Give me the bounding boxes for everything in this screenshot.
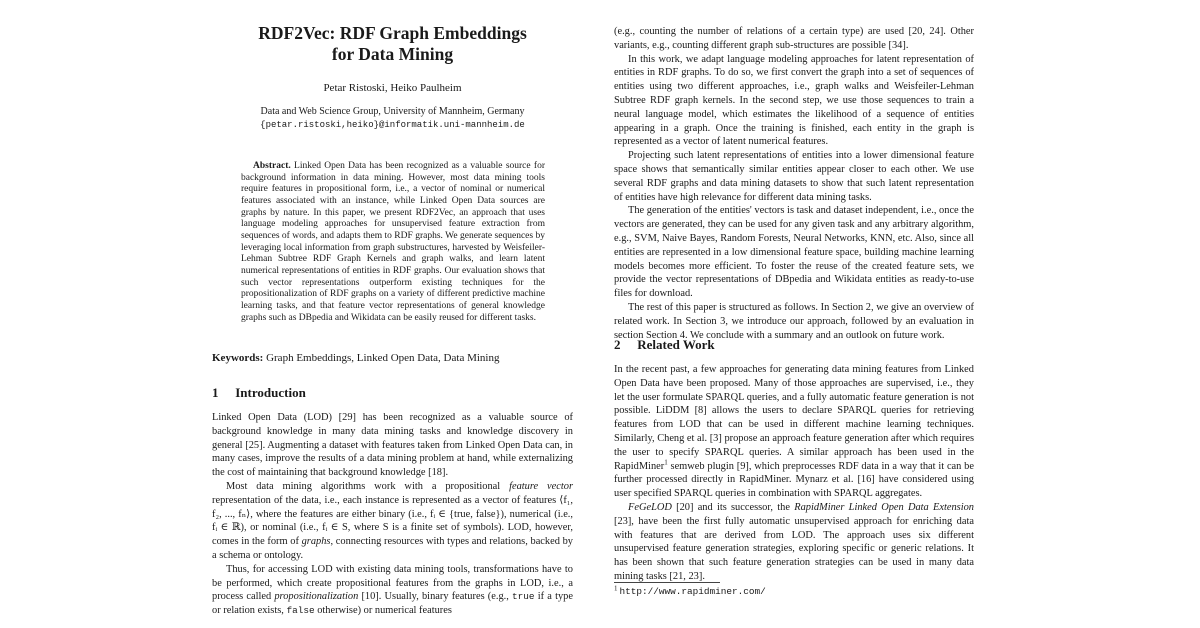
intro-p2-text-c: , connecting resources with types and relations, backed by a schema or ontology. — [212, 536, 573, 561]
intro-paragraph-1: Linked Open Data (LOD) [29] has been recognized as a valuable source of background knowledge in many data mining tasks and knowledge discovery in general [25]. Augmenting a dataset with features taken from Linked Open Data can, in many cases, improve the results of a data mining problem at hand, while externalizing the cost of maintaining that background knowledge [18]. — [212, 412, 573, 479]
related-p2-emphasis-2: RapidMiner Linked Open Data Extension — [794, 501, 974, 513]
right-paragraph-4: The rest of this paper is structured as follows. In Section 2, we give an overview of related work. In Section 3, we introduce our approach, followed by an evaluation in section Section 4. We conclude with a summary and an outlook on future work. — [614, 301, 974, 341]
related-paragraph-2 — [614, 501, 974, 584]
intro-paragraph-2 — [212, 480, 573, 563]
section-2-title: Related Work — [637, 337, 715, 352]
footnote-mark: 1 — [614, 584, 618, 593]
intro-p2-text-b: representation of the data, i.e., each instance is represented as a vector of features ⟨f₁, f₂, ..., fₙ⟩, where the features are either binary (i.e., fᵢ ∈ {true, false}), numerical (i.e., fᵢ ∈ ℝ), or nominal (i.e., fᵢ ∈ S, where S is a finite set of symbols). LOD, however, comes in the form of — [212, 494, 573, 548]
intro-p3-emphasis: propositionalization — [274, 591, 359, 603]
keywords-label: Keywords: — [212, 352, 264, 364]
affiliation: Data and Web Science Group, University of Mannheim, Germany — [260, 106, 525, 117]
intro-p3-text-c: if a type or relation exists, — [212, 591, 573, 617]
intro-p3-text-a: Thus, for accessing LOD with existing data mining tools, transformations have to be performed, which create propositional features from the graphs in LOD, i.e., a process called — [212, 563, 573, 603]
section-2-number: 2 — [614, 337, 621, 352]
section-1-number: 1 — [212, 385, 219, 400]
section-1-heading — [212, 385, 306, 401]
right-intro-continued — [614, 25, 974, 342]
section-2-heading — [614, 337, 715, 353]
related-paragraph-1 — [614, 363, 974, 501]
footnote — [614, 586, 766, 597]
affiliation-block — [212, 106, 573, 131]
related-p2-emphasis-1: FeGeLOD — [628, 501, 672, 513]
footnote-ref-1: 1 — [664, 458, 668, 467]
intro-p2-emphasis-2: graphs — [301, 536, 331, 548]
right-paragraph-0: (e.g., counting the number of relations of a certain type) are used [20, 24]. Other variants, e.g., counting different graph sub-structures are possible [34]. — [614, 26, 974, 51]
abstract-label: Abstract. — [253, 161, 291, 171]
author-emails: {petar.ristoski,heiko}@informatik.uni-mannheim.de — [260, 119, 525, 130]
intro-paragraph-3 — [212, 563, 573, 618]
intro-p3-text-b: [10]. Usually, binary features (e.g., — [358, 591, 513, 603]
section-2-body — [614, 363, 974, 584]
paper-title — [212, 23, 573, 65]
intro-p3-code-true: true — [512, 591, 535, 603]
intro-p3-text-d: otherwise) or numerical features — [314, 605, 452, 617]
right-paragraph-1: In this work, we adapt language modeling approaches for latent representation of entities in RDF graphs. To do so, we first convert the graph into a set of sequences of entities using two different approaches, i.e., graph walks and Weisfeiler-Lehman Subtree RDF graph kernels. In the second step, we use those sequences to train a neural language model, which estimates the likelihood of a sequence of entities appearing in a graph. Once the training is finished, each entity in the graph is represented as a vector of latent numerical features. — [614, 53, 974, 148]
authors: Petar Ristoski, Heiko Paulheim — [323, 82, 462, 94]
right-paragraph-3: The generation of the entities' vectors is task and dataset independent, i.e., once the vectors are generated, they can be used for any given task and any arbitrary algorithm, e.g., SVM, Naive Bayes, Random Forests, Neural Networks, KNN, etc. Also, since all entities are represented in a low dimensional feature space, building machine learning models becomes more efficient. To foster the reuse of the created feature sets, we provide the vector representations of DBpedia and Wikidata entities as ready-to-use files for download. — [614, 205, 974, 300]
abstract — [241, 161, 545, 324]
keywords — [212, 352, 573, 364]
abstract-text: Linked Open Data has been recognized as a valuable source for background information in data mining. However, most data mining tools require features in propositional form, i.e., a vector of nominal or numerical features associated with an instance, while Linked Open Data sources are graphs by nature. In this paper, we present RDF2Vec, an approach that uses language modeling approaches for unsupervised feature extraction from sequences of words, and adapts them to RDF graphs. We generate sequences by leveraging local information from graph substructures, harvested by Weisfeiler-Lehman Subtree RDF Graph Kernels and graph walks, and learn latent numerical representations of entities in RDF graphs. Our evaluation shows that such vector representations outperform existing techniques for the propositionalization of RDF graphs on a variety of different predictive machine learning tasks, and that feature vector representations of general knowledge graphs such as DBpedia and Wikidata can be easily reused for different tasks. — [241, 161, 545, 323]
title-line-2: for Data Mining — [331, 44, 454, 64]
footnote-link[interactable]: http://www.rapidminer.com/ — [619, 586, 766, 597]
right-paragraph-2: Projecting such latent representations of entities into a lower dimensional feature space shows that semantically similar entities appear closer to each other. We use several RDF graphs and data mining datasets to show that such latent representation of entities have high relevance for different data mining tasks. — [614, 150, 974, 203]
related-p1-text-b: semweb plugin [9], which preprocesses RDF data in a way that it can be further processed directly in RapidMiner. Mynarz et al. [16] have considered using user specified SPARQL queries in combination with SPARQL aggregates. — [614, 460, 974, 500]
related-p2-text-a: [20] and its successor, the — [671, 501, 795, 513]
footnote-rule — [614, 582, 720, 583]
section-1-body — [212, 411, 573, 618]
section-1-title: Introduction — [235, 385, 306, 400]
intro-p2-text-a: Most data mining algorithms work with a propositional — [226, 480, 510, 492]
related-p2-text-b: [23], have been the first fully automatic unsupervised approach for enriching data with features that are derived from LOD. The approach uses six different unsupervised feature generation strategies, exploring specific or generic relations. It has been shown that such feature generation strategies can be used in many data mining tasks [21, 23]. — [614, 515, 974, 582]
related-p1-text-a: In the recent past, a few approaches for generating data mining features from Linked Open Data have been proposed. Many of those approaches are supervised, i.e., they let the user formulate SPARQL queries, and a fully automatic feature generation is not possible. LiDDM [8] allows the users to declare SPARQL queries for retrieving features from LOD that can be used in different machine learning techniques. Similarly, Cheng et al. [3] propose an approach feature generation after which requires the user to specify SPARQL queries. A similar approach has been used in the RapidMiner — [614, 364, 974, 472]
keywords-text: Graph Embeddings, Linked Open Data, Data Mining — [266, 352, 500, 364]
intro-p2-emphasis: feature vector — [509, 480, 573, 492]
intro-p3-code-false: false — [286, 605, 315, 617]
title-line-1: RDF2Vec: RDF Graph Embeddings — [258, 23, 527, 43]
